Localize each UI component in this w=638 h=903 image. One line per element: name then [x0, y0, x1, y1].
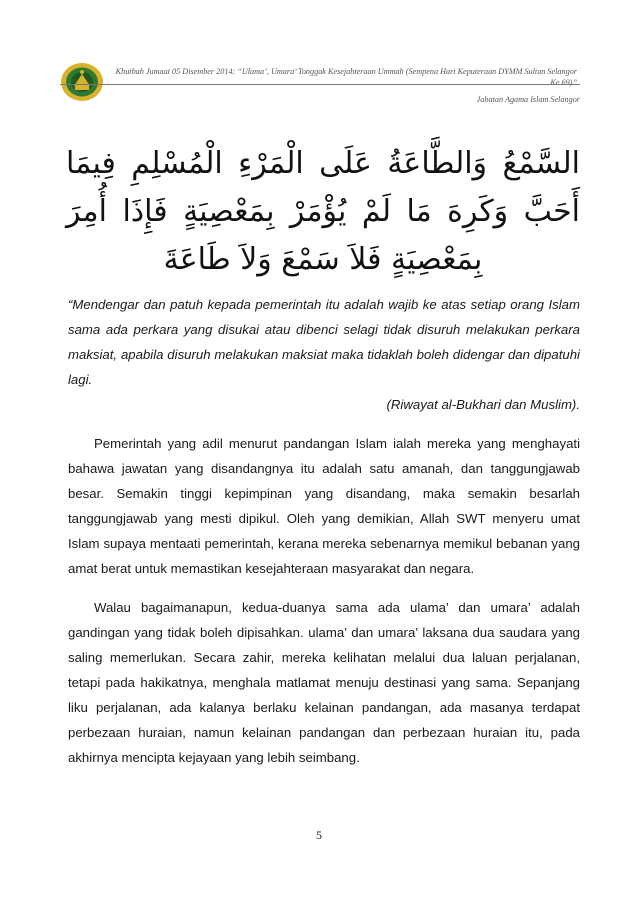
paragraph: Walau bagaimanapun, kedua-duanya sama ada ulama’ dan umara’ adalah gandingan yang tidak boleh dipisahkan. ulama’ dan umara’ laksana dua saudara yang saling memerlukan. Secara zahir, mereka kelihatan melalui dua laluan perjalanan, tetapi pada hakikatnya, menghala matlamat menuju destinasi yang sama. Sepanjang liku perjalanan, ada kalanya berlaku kelainan pandangan, ada masanya terdapat perbezaan huraian, namun kelainan pandangan dan perbezaan huraian itu, pada akhirnya mencipta kejayaan yang lebih seimbang. — [68, 600, 580, 765]
page-number: 5 — [316, 828, 322, 842]
hadith-translation: “Mendengar dan patuh kepada pemerintah itu adalah wajib ke atas setiap orang Islam sama ada perkara yang disukai atau dibenci selagi tidak disuruh melakukan perkara maksiat, apabila disuruh melakukan maksiat maka tidaklah boleh didengar dan dipatuhi lagi. — [68, 297, 580, 387]
hadith-arabic-text — [66, 140, 580, 284]
body-text — [68, 292, 580, 770]
running-title: Khutbah Jumaat 05 Disember 2014: “Ulama’, Umara’ Tonggak Kesejahteraan Ummah (Sempena Hari Keputeraan DYMM Sultan Selangor Ke 69)” — [115, 67, 577, 87]
hadith-source: (Riwayat al-Bukhari dan Muslim). — [386, 397, 580, 412]
arabic-line: السَّمْعُ وَالطَّاعَةُ عَلَى الْمَرْءِ الْمُسْلِمِ فِيمَا — [66, 146, 580, 181]
header-divider — [60, 84, 580, 85]
arabic-line: أَحَبَّ وَكَرِهَ مَا لَمْ يُؤْمَرْ بِمَعْصِيَةٍ فَإِذَا أُمِرَ — [66, 194, 580, 229]
paragraph: Pemerintah yang adil menurut pandangan Islam ialah mereka yang menghayati bahawa jawatan yang disandangnya itu adalah satu amanah, dan tanggungjawab besar. Semakin tinggi kepimpinan yang disandang, maka semakin besarlah tanggungjawab yang mesti dipikul. Oleh yang demikian, Allah SWT menyeru umat Islam supaya mentaati pemerintah, kerana mereka sebenarnya memikul bebanan yang amat berat untuk memastikan kesejahteraan masyarakat dan negara. — [68, 436, 580, 576]
arabic-line: بِمَعْصِيَةٍ فَلاَ سَمْعَ وَلاَ طَاعَةَ — [163, 242, 483, 277]
department-name: Jabatan Agama Islam Selangor — [476, 95, 580, 104]
